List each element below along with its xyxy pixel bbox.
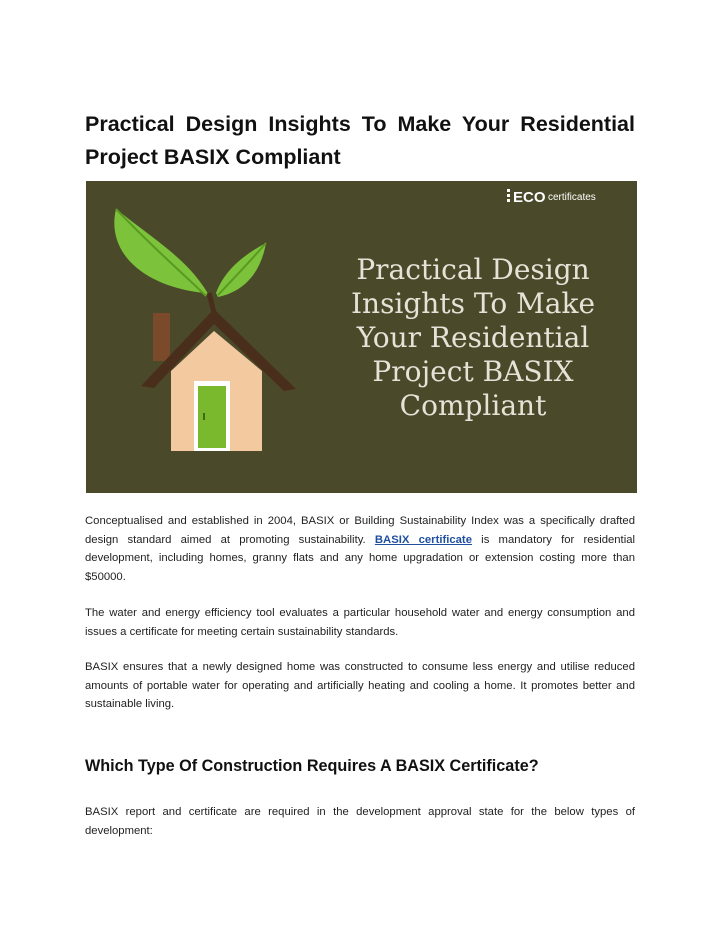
- hero-illustration: [86, 181, 637, 493]
- headline-line: Compliant: [399, 389, 547, 422]
- paragraph-water-energy: The water and energy efficiency tool evaluates a particular household water and energy consumption and issues a certificate for meeting certain sustainability standards.: [85, 607, 635, 638]
- logo-mark: ECO: [513, 189, 546, 206]
- article-title: Practical Design Insights To Make Your Residential Project BASIX Compliant: [85, 112, 635, 169]
- intro-paragraph: [85, 512, 635, 586]
- hero-image: [86, 181, 637, 493]
- headline-line: Project BASIX: [372, 355, 574, 388]
- paragraph-development-types: BASIX report and certificate are required in the development approval state for the below types of development:: [85, 806, 635, 837]
- headline-line: Practical Design: [356, 253, 590, 286]
- headline-line: Your Residential: [356, 321, 590, 354]
- basix-certificate-link[interactable]: BASIX certificate: [374, 533, 472, 546]
- intro-text-rest: is mandatory for residential development, including homes, granny flats and any home upgradation or extension costing more than $50000.: [85, 533, 635, 583]
- logo-text: certificates: [548, 192, 596, 203]
- headline-line: Insights To Make: [350, 287, 596, 320]
- paragraph-basix-ensures: BASIX ensures that a newly designed home was constructed to consume less energy and utilise reduced amounts of portable water for operating and artificially heating and cooling a home. It promotes better and sustainable living.: [85, 661, 635, 711]
- intro-text: Conceptualised and established in 2004, BASIX or Building Sustainability Index was a specifically drafted design standard aimed at promoting sustainability.: [85, 515, 635, 546]
- section-heading: Which Type Of Construction Requires A BASIX Certificate?: [85, 757, 539, 775]
